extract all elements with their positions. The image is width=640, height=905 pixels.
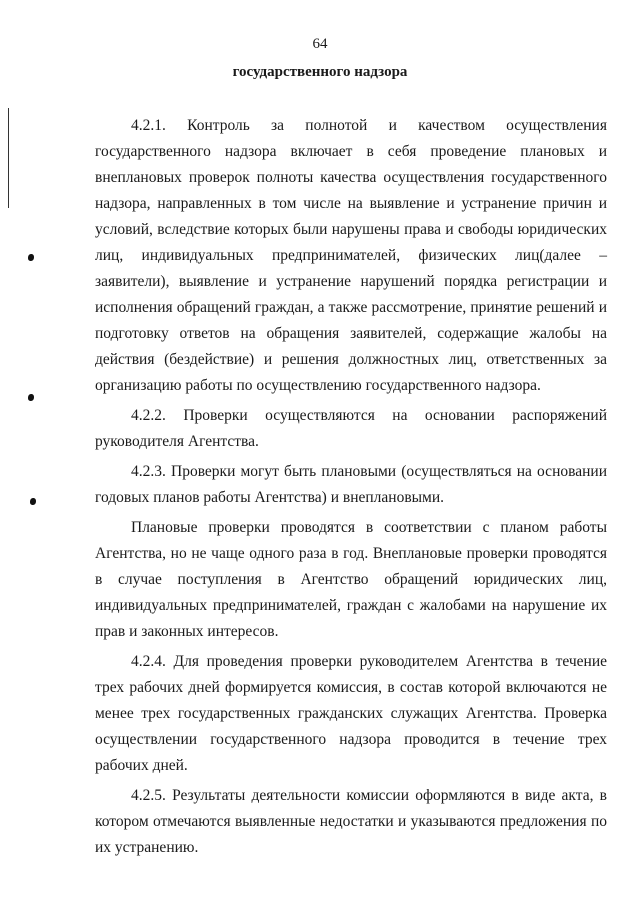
paragraph-4-2-4: 4.2.4. Для проведения проверки руководителем Агентства в течение трех рабочих дней формируется комиссия, в состав которой включаются не менее трех государственных гражданских служащих Агентства. Проверка осуществлении государственного надзора проводится в течение трех рабочих дней. <box>95 653 607 774</box>
scan-dot-mark <box>30 498 36 505</box>
section-heading: государственного надзора <box>232 64 408 80</box>
scan-edge-line <box>8 108 9 208</box>
scan-dot-mark <box>28 254 34 261</box>
page-number: 64 <box>312 36 328 52</box>
paragraph-4-2-1: 4.2.1. Контроль за полнотой и качеством осуществления государственного надзора включает в себя проведение плановых и внеплановых проверок полноты качества осуществления государственного надзора, направленных в том числе на выявление и устранение причин и условий, вследствие которых были нарушены права и свободы юридических лиц, индивидуальных предпринимателей, физических лиц(далее – заявители), выявление и устранение нарушений порядка регистрации и исполнения обращений граждан, а также рассмотрение, принятие решений и подготовку ответов на обращения заявителей, содержащие жалобы на действия (бездействие) и решения должностных лиц, ответственных за организацию работы по осуществлению государственного надзора. <box>95 117 607 394</box>
paragraph-4-2-2: 4.2.2. Проверки осуществляются на основании распоряжений руководителя Агентства. <box>95 407 607 450</box>
body-text <box>95 113 607 865</box>
scan-dot-mark <box>28 394 34 401</box>
paragraph-4-2-5: 4.2.5. Результаты деятельности комиссии оформляются в виде акта, в котором отмечаются выявленные недостатки и указываются предложения по их устранению. <box>95 787 607 856</box>
paragraph-4-2-3: 4.2.3. Проверки могут быть плановыми (осуществляться на основании годовых планов работы Агентства) и внеплановыми. <box>95 463 607 506</box>
paragraph-planned-checks: Плановые проверки проводятся в соответствии с планом работы Агентства, но не чаще одного раза в год. Внеплановые проверки проводятся в случае поступления в Агентство обращений юридических лиц, индивидуальных предпринимателей, граждан с жалобами на нарушение их прав и законных интересов. <box>95 519 607 640</box>
